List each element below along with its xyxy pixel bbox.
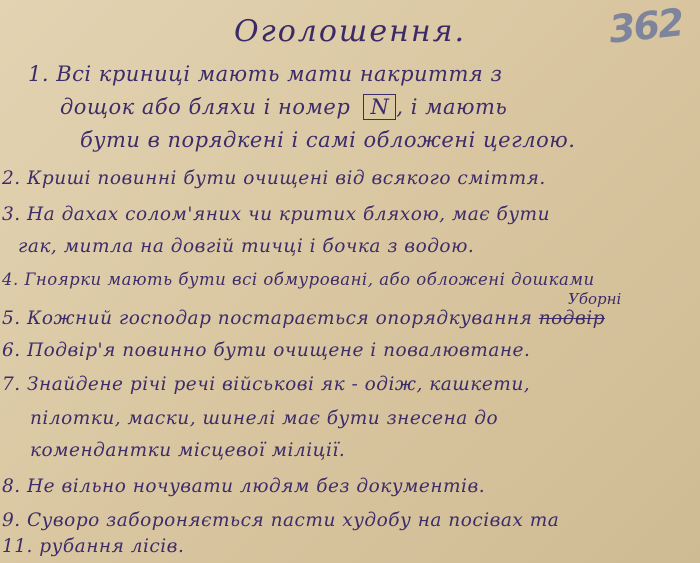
text-line-2-tail: , і мають [396, 95, 508, 119]
text-line-11 [0, 408, 700, 429]
document-title: Оголошення. [233, 14, 467, 49]
text-line-5-content: 3. На дахах солом'яних чи критих бляхою, має бути [2, 204, 551, 225]
text-line-3 [0, 128, 700, 152]
number-field-box [363, 94, 396, 120]
text-line-13 [0, 476, 700, 497]
text-line-3-content: бути в порядкені і самі обложені цеглою. [80, 128, 576, 152]
text-line-9 [0, 340, 700, 361]
text-line-4-content: 2. Криші повинні бути очищені від всякого сміття. [2, 168, 546, 189]
text-line-7 [0, 270, 700, 289]
text-line-8 [0, 308, 700, 329]
text-line-2 [0, 94, 700, 120]
text-line-1-content: 1. Всі криниці мають мати накриття з [28, 62, 503, 86]
text-line-7-content: 4. Гноярки мають бути всі обмуровані, або обложені дошками [2, 270, 595, 289]
number-field-text: N [370, 95, 390, 119]
text-line-10 [0, 374, 700, 395]
text-line-1 [0, 62, 700, 86]
text-line-10-content: 7. Знайдене річі речі військові як - одіж, кашкети, [2, 374, 531, 395]
text-line-6 [0, 236, 700, 257]
text-line-14 [0, 510, 700, 531]
text-line-8-content: 5. Кожний господар постарається опорядкування [2, 308, 533, 329]
text-line-15 [0, 536, 700, 557]
text-line-13-content: 8. Не вільно ночувати людям без документів. [2, 476, 486, 497]
text-line-14-content: 9. Суворо забороняється пасти худобу на посівах та [2, 510, 560, 531]
text-line-4 [0, 168, 700, 189]
text-line-9-content: 6. Подвір'я повинно бути очищене і повалювтане. [2, 340, 531, 361]
text-line-12 [0, 440, 700, 461]
struck-word: подвір [538, 308, 606, 329]
text-line-6-content: гак, митла на довгій тичці і бочка з водою. [18, 236, 475, 257]
archive-number-stamp: 362 [606, 0, 685, 52]
correction-annotation: Уборні [568, 290, 622, 308]
text-line-12-content: комендантки місцевої міліції. [30, 440, 346, 461]
text-line-5 [0, 204, 700, 225]
text-line-11-content: пілотки, маски, шинелі має бути знесена до [30, 408, 499, 429]
text-line-2-content: дощок або бляхи і номер [60, 95, 351, 119]
text-line-15-content: 11. рубання лісів. [2, 536, 185, 557]
